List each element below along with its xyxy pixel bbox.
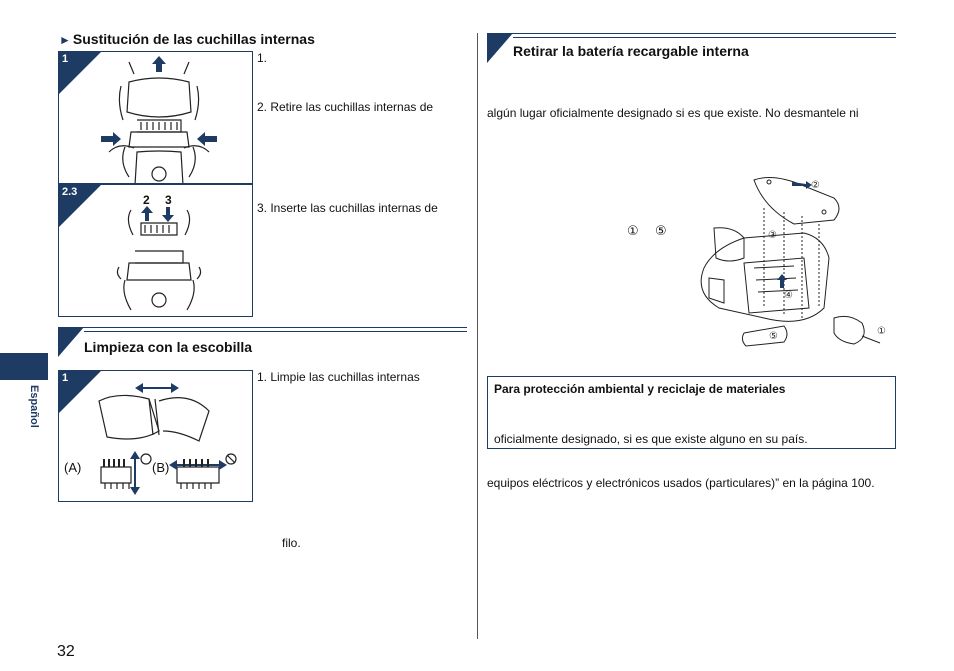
label-b: (B) <box>152 460 170 475</box>
paragraph-reference: equipos eléctricos y electrónicos usados (particulares)” en la página 100. <box>487 476 875 490</box>
figure-remove-blades <box>58 51 253 184</box>
column-divider <box>477 33 478 639</box>
step-number-3: 3 <box>165 193 172 207</box>
section-heading-sustitucion: ► Sustitución de las cuchillas internas <box>59 31 315 47</box>
step-clean-1: 1. Limpie las cuchillas internas <box>257 370 420 384</box>
section-rule <box>513 37 896 38</box>
step-1: 1. <box>257 51 268 65</box>
text-filo: filo. <box>282 536 301 550</box>
section-heading-retirar: Retirar la batería recargable interna <box>513 43 749 59</box>
section-rule <box>84 331 467 332</box>
note-title: Para protección ambiental y reciclaje de materiales <box>494 382 786 396</box>
step-number-2: 2 <box>143 193 150 207</box>
diagram-label-1: ① <box>877 326 886 337</box>
step-ref-5: ⑤ <box>655 223 667 238</box>
figure-insert-blades <box>58 184 253 317</box>
heading-arrow-icon: ► <box>59 33 71 47</box>
section-heading-limpieza: Limpieza con la escobilla <box>84 339 253 355</box>
page-number: 32 <box>57 643 75 660</box>
label-a: (A) <box>64 460 82 475</box>
diagram-label-5: ⑤ <box>769 331 778 342</box>
paragraph-disposal: algún lugar oficialmente designado si es que existe. No desmantele ni <box>487 106 859 120</box>
figure-number: 1 <box>62 372 69 384</box>
diagram-label-3: ③ <box>768 230 777 241</box>
note-text: oficialmente designado, si es que existe alguno en su país. <box>494 432 808 446</box>
section-rule <box>487 33 896 34</box>
diagram-label-4: ④ <box>784 290 793 301</box>
figure-number: 2.3 <box>62 186 78 198</box>
language-tab <box>0 353 48 380</box>
language-tab-label: Español <box>28 385 40 428</box>
figure-number: 1 <box>62 53 69 65</box>
battery-removal-diagram <box>684 168 894 352</box>
section-rule <box>58 327 467 328</box>
step-2: 2. Retire las cuchillas internas de <box>257 100 434 114</box>
figure-brush-cleaning <box>58 370 253 502</box>
section-marker-icon <box>487 33 513 63</box>
diagram-label-2: ② <box>811 180 820 191</box>
step-ref-1: ① <box>627 223 639 238</box>
section-marker-icon <box>58 327 84 357</box>
step-3: 3. Inserte las cuchillas internas de <box>257 201 438 215</box>
